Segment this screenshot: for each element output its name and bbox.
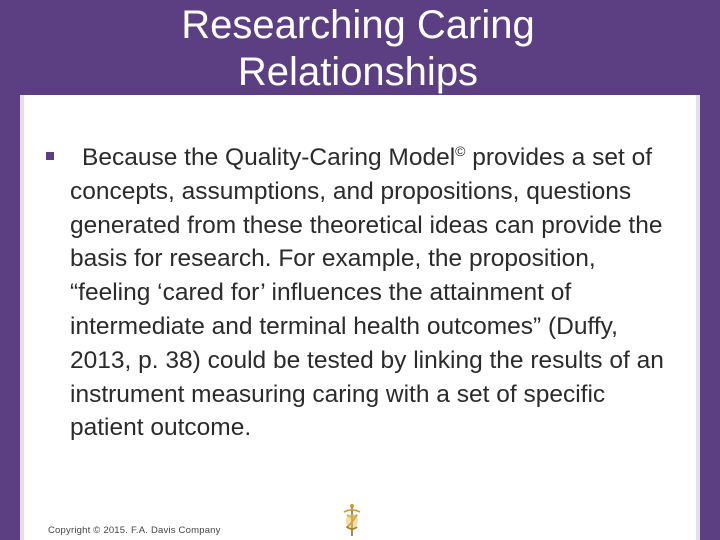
copyright-footer: Copyright © 2015. F.A. Davis Company	[48, 525, 221, 536]
slide-title	[0, 2, 716, 96]
slide-title-line-1: Researching Caring	[181, 3, 535, 47]
caduceus-emblem-icon	[341, 503, 363, 537]
slide-title-line-2: Relationships	[237, 50, 479, 94]
bullet-text-lead: Because the Quality-Caring Model	[82, 144, 456, 171]
copyright-superscript: ©	[455, 143, 466, 159]
square-bullet-icon	[46, 152, 54, 160]
bullet-text	[70, 141, 682, 445]
bullet-text-rest: provides a set of concepts, assumptions, and propositions, questions generated from these theoretical ideas can provide the basis for research. For example, the proposition, “feeling ‘cared for’ influences the attainment of intermediate and terminal health outcomes” (Duffy, 2013, p. 38) could be tested by linking the results of an instrument measuring caring with a set of specific patient outcome.	[70, 144, 664, 442]
